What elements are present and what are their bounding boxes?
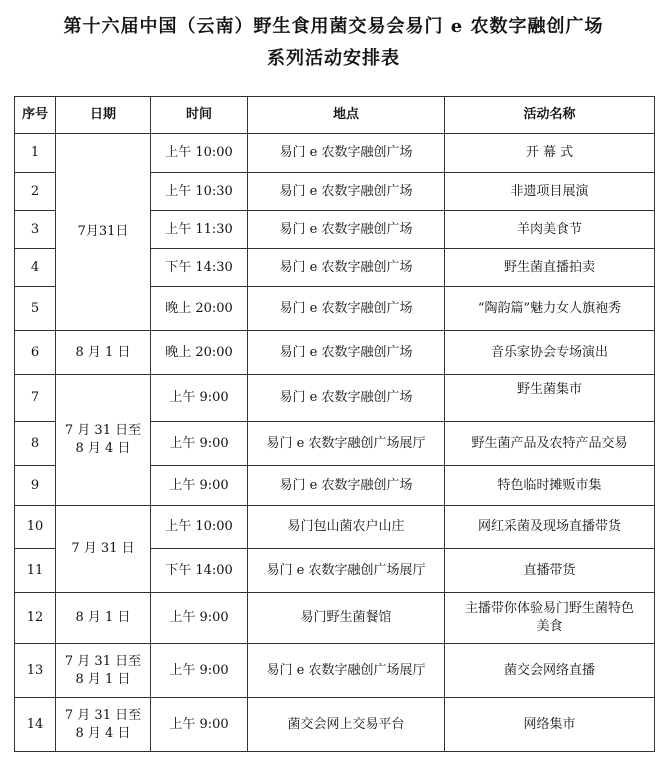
header-activity: 活动名称: [445, 97, 655, 134]
row-no: 13: [15, 644, 56, 698]
row-place: 易门 e 农数字融创广场: [248, 249, 445, 287]
row-time: 下午 14:30: [151, 249, 248, 287]
row-time: 下午 14:00: [151, 549, 248, 593]
row-no: 3: [15, 211, 56, 249]
table-row: [15, 698, 655, 752]
row-no: 7: [15, 375, 56, 422]
header-time: 时间: [151, 97, 248, 134]
table-row: [15, 644, 655, 698]
row-no: 5: [15, 287, 56, 331]
row-activity: 非遗项目展演: [445, 173, 655, 211]
row-no: 8: [15, 422, 56, 466]
row-no: 1: [15, 134, 56, 173]
row-activity: 野生菌产品及农特产品交易: [445, 422, 655, 466]
row-activity: 主播带你体验易门野生菌特色美食: [445, 593, 655, 644]
row-date: 8 月 1 日: [56, 331, 151, 375]
row-time: 晚上 20:00: [151, 287, 248, 331]
row-activity: 羊肉美食节: [445, 211, 655, 249]
header-place: 地点: [248, 97, 445, 134]
table-row: [15, 331, 655, 375]
document-title: 第十六届中国（云南）野生食用菌交易会易门 e 农数字融创广场: [63, 16, 604, 37]
row-activity: 音乐家协会专场演出: [445, 331, 655, 375]
row-time: 上午 9:00: [151, 698, 248, 752]
row-date: 7 月 31 日: [56, 506, 151, 593]
row-activity: 野生菌直播拍卖: [445, 249, 655, 287]
row-activity: “陶韵篇”魅力女人旗袍秀: [445, 287, 655, 331]
row-place: 易门野生菌餐馆: [248, 593, 445, 644]
row-date: 7 月 31 日至 8 月 1 日: [56, 644, 151, 698]
row-place: 易门 e 农数字融创广场展厅: [248, 422, 445, 466]
row-time: 上午 9:00: [151, 644, 248, 698]
row-date: 7 月 31 日至 8 月 4 日: [56, 698, 151, 752]
row-place: 易门 e 农数字融创广场: [248, 173, 445, 211]
row-time: 上午 10:00: [151, 506, 248, 549]
row-activity: 直播带货: [445, 549, 655, 593]
row-place: 易门 e 农数字融创广场: [248, 287, 445, 331]
table-row: [15, 375, 655, 422]
row-date: 8 月 1 日: [56, 593, 151, 644]
row-time: 上午 9:00: [151, 593, 248, 644]
table-row: [15, 134, 655, 173]
row-place: 易门 e 农数字融创广场展厅: [248, 549, 445, 593]
row-time: 上午 9:00: [151, 375, 248, 422]
row-date: 7月31日: [56, 134, 151, 331]
row-time: 上午 11:30: [151, 211, 248, 249]
row-place: 易门包山菌农户山庄: [248, 506, 445, 549]
row-place: 易门 e 农数字融创广场: [248, 211, 445, 249]
row-date: 7 月 31 日至 8 月 4 日: [56, 375, 151, 506]
row-activity: 网红采菌及现场直播带货: [445, 506, 655, 549]
header-date: 日期: [56, 97, 151, 134]
row-activity: 菌交会网络直播: [445, 644, 655, 698]
row-no: 9: [15, 466, 56, 506]
row-time: 上午 10:30: [151, 173, 248, 211]
row-no: 4: [15, 249, 56, 287]
row-no: 11: [15, 549, 56, 593]
table-row: [15, 593, 655, 644]
row-place: 易门 e 农数字融创广场: [248, 134, 445, 173]
header-no: 序号: [15, 97, 56, 134]
row-time: 晚上 20:00: [151, 331, 248, 375]
row-activity: 野生菌集市: [445, 375, 655, 422]
row-activity: 开 幕 式: [445, 134, 655, 173]
row-no: 14: [15, 698, 56, 752]
row-no: 6: [15, 331, 56, 375]
row-activity: 网络集市: [445, 698, 655, 752]
row-place: 易门 e 农数字融创广场: [248, 331, 445, 375]
document-subtitle: 系列活动安排表: [267, 48, 400, 69]
row-no: 2: [15, 173, 56, 211]
row-no: 12: [15, 593, 56, 644]
table-row: [15, 506, 655, 549]
row-time: 上午 10:00: [151, 134, 248, 173]
table-header-row: [15, 97, 655, 134]
schedule-table: [14, 96, 655, 752]
row-place: 菌交会网上交易平台: [248, 698, 445, 752]
row-time: 上午 9:00: [151, 466, 248, 506]
row-place: 易门 e 农数字融创广场展厅: [248, 644, 445, 698]
row-place: 易门 e 农数字融创广场: [248, 466, 445, 506]
row-activity: 特色临时摊贩市集: [445, 466, 655, 506]
row-time: 上午 9:00: [151, 422, 248, 466]
row-place: 易门 e 农数字融创广场: [248, 375, 445, 422]
row-no: 10: [15, 506, 56, 549]
